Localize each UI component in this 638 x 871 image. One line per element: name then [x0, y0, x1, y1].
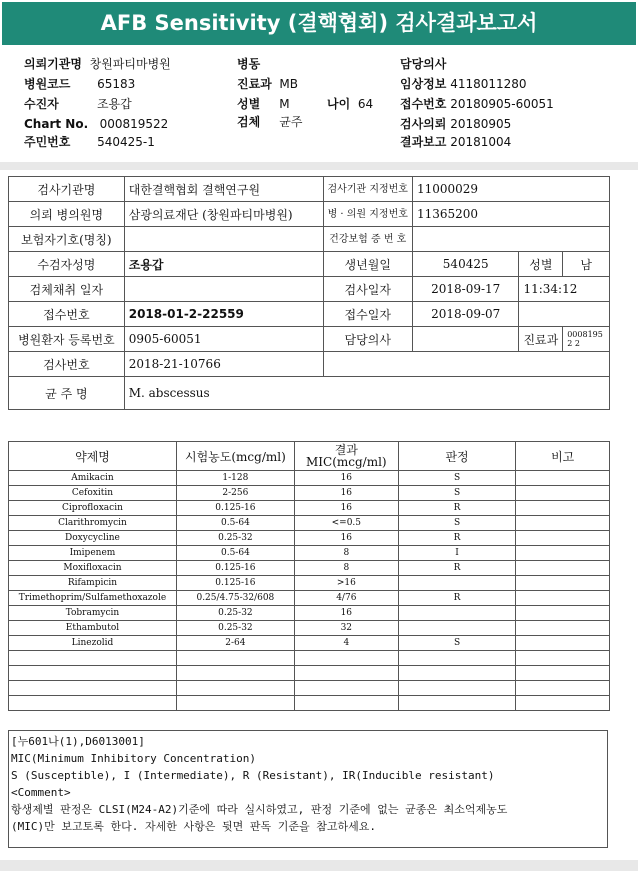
cell-note — [516, 666, 610, 681]
cell-mic — [294, 696, 398, 711]
cell-note — [516, 606, 610, 621]
cell-judge — [398, 621, 516, 636]
sensitivity-table — [8, 441, 610, 711]
cell-mic: 16 — [294, 486, 398, 501]
col-note: 비고 — [516, 442, 610, 471]
header-col1-row1: 병원코드 65183 — [24, 77, 136, 91]
collect-label: 검체채취 일자 — [9, 277, 125, 302]
header-col3-row3: 검사의뢰 20180905 — [400, 117, 512, 131]
strain-value: M. abscessus — [124, 377, 609, 410]
col-drug: 약제명 — [9, 442, 177, 471]
table-row — [9, 516, 610, 531]
cell-judge: S — [398, 516, 516, 531]
ins-label: 보험자기호(명칭) — [9, 227, 125, 252]
cell-drug: Moxifloxacin — [9, 561, 177, 576]
header-col3-row0: 담당의사 — [400, 57, 447, 71]
doctor-label: 담당의사 — [323, 327, 412, 352]
reg-label: 병원환자 등록번호 — [9, 327, 125, 352]
cell-drug: Ciprofloxacin — [9, 501, 177, 516]
cell-note — [516, 651, 610, 666]
dept-label: 진료과 — [519, 327, 563, 352]
dept-value: 00081952 2 — [563, 327, 610, 352]
req-code-value: 11365200 — [412, 202, 609, 227]
test-date-label: 검사일자 — [323, 277, 412, 302]
cell-drug: Imipenem — [9, 546, 177, 561]
header-col2-row2: 성별 M — [237, 97, 290, 111]
cell-mic: 4 — [294, 636, 398, 651]
cell-conc: 0.25-32 — [176, 606, 294, 621]
name-value: 조용갑 — [124, 252, 323, 277]
cell-judge: R — [398, 501, 516, 516]
cell-conc — [176, 666, 294, 681]
table-row — [9, 501, 610, 516]
recv-date-label: 접수일자 — [323, 302, 412, 327]
note-line: S (Susceptible), I (Intermediate), R (Resistant), IR(Inducible resistant) — [11, 769, 495, 782]
cell-judge: R — [398, 591, 516, 606]
header-col1-row3: Chart No. 000819522 — [24, 117, 169, 131]
cell-drug — [9, 696, 177, 711]
table-row — [9, 606, 610, 621]
req-value: 삼광의료재단 (창원파티마병원) — [124, 202, 323, 227]
header-col2-row0: 병동 — [237, 57, 261, 71]
cell-drug: Doxycycline — [9, 531, 177, 546]
cell-drug: Linezolid — [9, 636, 177, 651]
table-row — [9, 666, 610, 681]
patient-info-table — [8, 176, 610, 410]
cell-drug — [9, 651, 177, 666]
table-row — [9, 576, 610, 591]
header-col2-row3: 검체 균주 — [237, 115, 303, 129]
test-no-value: 2018-21-10766 — [124, 352, 323, 377]
cell-conc: 2-256 — [176, 486, 294, 501]
strain-label: 균 주 명 — [9, 377, 125, 410]
cell-judge — [398, 651, 516, 666]
inst-label: 검사기관명 — [9, 177, 125, 202]
recv-no-value: 2018-01-2-22559 — [124, 302, 323, 327]
test-time-value: 11:34:12 — [519, 277, 610, 302]
recv-date-value: 2018-09-07 — [412, 302, 518, 327]
cell-drug — [9, 681, 177, 696]
cell-mic: 8 — [294, 546, 398, 561]
cell-note — [516, 561, 610, 576]
cell-conc: 2-64 — [176, 636, 294, 651]
footer-band — [0, 860, 638, 871]
cell-judge — [398, 696, 516, 711]
birth-label: 생년월일 — [323, 252, 412, 277]
inst-value: 대한결핵협회 결핵연구원 — [124, 177, 323, 202]
table-row — [9, 546, 610, 561]
recv-date-empty — [519, 302, 610, 327]
cell-conc: 0.5-64 — [176, 516, 294, 531]
ins-code-label: 건강보험 증 번 호 — [323, 227, 412, 252]
cell-note — [516, 576, 610, 591]
header-col2-row1: 진료과 MB — [237, 77, 299, 91]
reg-value: 0905-60051 — [124, 327, 323, 352]
cell-judge: S — [398, 636, 516, 651]
cell-note — [516, 591, 610, 606]
inst-code-value: 11000029 — [412, 177, 609, 202]
table-row — [9, 486, 610, 501]
cell-judge: I — [398, 546, 516, 561]
cell-drug: Rifampicin — [9, 576, 177, 591]
cell-judge — [398, 576, 516, 591]
cell-mic: 16 — [294, 471, 398, 486]
table-row — [9, 531, 610, 546]
cell-conc — [176, 681, 294, 696]
cell-judge: S — [398, 471, 516, 486]
cell-conc: 0.25-32 — [176, 621, 294, 636]
collect-value — [124, 277, 323, 302]
cell-drug: Ethambutol — [9, 621, 177, 636]
cell-conc: 0.125-16 — [176, 501, 294, 516]
table-row — [9, 591, 610, 606]
cell-note — [516, 681, 610, 696]
note-line: <Comment> — [11, 786, 71, 799]
header-col3-row2: 접수번호 20180905-60051 — [400, 97, 554, 111]
cell-mic — [294, 681, 398, 696]
note-line: (MIC)만 보고토록 한다. 자세한 사항은 뒷면 판독 기준을 참고하세요. — [11, 820, 376, 833]
cell-drug: Amikacin — [9, 471, 177, 486]
cell-drug — [9, 666, 177, 681]
cell-judge — [398, 606, 516, 621]
table-row — [9, 696, 610, 711]
header-col3-row4: 결과보고 20181004 — [400, 135, 512, 149]
cell-mic — [294, 651, 398, 666]
sex-value: 남 — [563, 252, 610, 277]
cell-drug: Clarithromycin — [9, 516, 177, 531]
cell-mic: 16 — [294, 501, 398, 516]
ins-code-value — [412, 227, 609, 252]
name-label: 수검자성명 — [9, 252, 125, 277]
cell-conc: 0.25/4.75-32/608 — [176, 591, 294, 606]
cell-note — [516, 636, 610, 651]
table-row — [9, 561, 610, 576]
cell-judge: R — [398, 531, 516, 546]
header-col1-row4: 주민번호 540425-1 — [24, 135, 155, 149]
test-no-empty — [323, 352, 610, 377]
header-col1-row0: 의뢰기관명 창원파티마병원 — [24, 57, 171, 71]
cell-note — [516, 546, 610, 561]
cell-conc — [176, 651, 294, 666]
doctor-value — [412, 327, 518, 352]
col-mic: 결과 MIC(mcg/ml) — [294, 442, 398, 471]
birth-value: 540425 — [412, 252, 518, 277]
cell-mic: >16 — [294, 576, 398, 591]
cell-judge — [398, 666, 516, 681]
cell-judge — [398, 681, 516, 696]
table-row — [9, 636, 610, 651]
cell-note — [516, 471, 610, 486]
col-judge: 판정 — [398, 442, 516, 471]
cell-drug: Trimethoprim/Sulfamethoxazole — [9, 591, 177, 606]
table-row — [9, 621, 610, 636]
note-line: [누601나(1),D6013001] — [11, 735, 145, 748]
header-col1-row2: 수진자 조용갑 — [24, 97, 132, 111]
inst-code-label: 검사기관 지정번호 — [323, 177, 412, 202]
cell-note — [516, 621, 610, 636]
cell-mic: <=0.5 — [294, 516, 398, 531]
result-rows — [9, 471, 610, 711]
cell-note — [516, 531, 610, 546]
cell-note — [516, 501, 610, 516]
cell-note — [516, 486, 610, 501]
notes-box — [8, 730, 608, 848]
cell-note — [516, 696, 610, 711]
cell-conc: 0.125-16 — [176, 561, 294, 576]
header-col3-row1: 임상정보 4118011280 — [400, 77, 527, 91]
cell-drug: Tobramycin — [9, 606, 177, 621]
cell-judge: S — [398, 486, 516, 501]
table-row — [9, 471, 610, 486]
cell-mic: 16 — [294, 606, 398, 621]
req-code-label: 병 · 의원 지정번호 — [323, 202, 412, 227]
cell-conc — [176, 696, 294, 711]
test-no-label: 검사번호 — [9, 352, 125, 377]
cell-drug: Cefoxitin — [9, 486, 177, 501]
cell-conc: 0.125-16 — [176, 576, 294, 591]
cell-note — [516, 516, 610, 531]
cell-mic: 32 — [294, 621, 398, 636]
ins-value — [124, 227, 323, 252]
req-label: 의뢰 병의원명 — [9, 202, 125, 227]
cell-judge: R — [398, 561, 516, 576]
cell-conc: 1-128 — [176, 471, 294, 486]
header-age: 나이 64 — [327, 97, 374, 111]
recv-no-label: 접수번호 — [9, 302, 125, 327]
section-divider — [0, 162, 638, 170]
cell-conc: 0.5-64 — [176, 546, 294, 561]
cell-conc: 0.25-32 — [176, 531, 294, 546]
table-row — [9, 681, 610, 696]
cell-mic — [294, 666, 398, 681]
cell-mic: 8 — [294, 561, 398, 576]
note-line: 항생제별 판정은 CLSI(M24-A2)기준에 따라 실시하였고, 판정 기준에 없는 균종은 최소억제농도 — [11, 803, 508, 816]
col-conc: 시험농도(mcg/ml) — [176, 442, 294, 471]
test-date-value: 2018-09-17 — [412, 277, 518, 302]
table-row — [9, 651, 610, 666]
note-line: MIC(Minimum Inhibitory Concentration) — [11, 752, 257, 765]
cell-mic: 16 — [294, 531, 398, 546]
cell-mic: 4/76 — [294, 591, 398, 606]
report-title: AFB Sensitivity (결핵협회) 검사결과보고서 — [2, 2, 636, 45]
sex-label: 성별 — [519, 252, 563, 277]
